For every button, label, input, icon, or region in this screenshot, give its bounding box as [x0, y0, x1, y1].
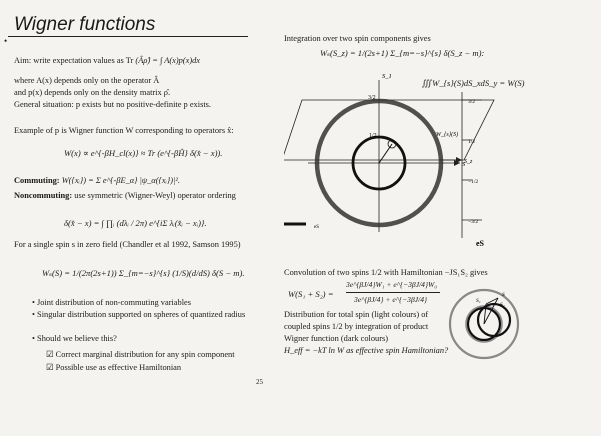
conv-numerator: 3e^{βJ/4}W₁ + e^{−3βJ/4}W₀: [346, 280, 437, 289]
noncommuting-text: use symmetric (Wigner-Weyl) operator ordering: [74, 191, 236, 200]
general-line: General situation: p exists but no positive-definite p exists.: [14, 100, 212, 109]
convolution-line: Convolution of two spins 1/2 with Hamiltonian −JS₁S₂ gives: [284, 268, 488, 277]
label-s: S: [462, 161, 466, 168]
coupled-spin-figure: [448, 284, 522, 364]
conv-denominator: 3e^{βJ/4} + e^{−3βJ/4}: [354, 295, 428, 304]
sz-label: S_z: [464, 159, 473, 165]
tick-label-1-2: 1/2: [468, 139, 476, 145]
delta-eq: δ(x̂ − x) = ∫ ∏ᵢ (dλᵢ / 2π) e^{iΣ λᵢ(x̂ᵢ − xᵢ)}.: [64, 218, 207, 228]
sz-arrow: [456, 157, 462, 163]
dist-line-3: Wigner function (dark colours): [284, 334, 389, 343]
distribution-plot: [432, 88, 522, 248]
checkbox-icon: ☑: [46, 350, 54, 359]
dist-line-2: coupled spins 1/2 by integration of product: [284, 322, 429, 331]
heff-line: H_eff = −kT ln W as effective spin Hamiltonian?: [284, 346, 449, 355]
integration-line: Integration over two spin components gives: [284, 34, 431, 43]
example-line: Example of p is Wigner function W corresponding to operators x̂:: [14, 126, 234, 135]
aim-text: Aim: write expectation values as Tr: [14, 56, 134, 65]
commuting-label: Commuting:: [14, 176, 60, 185]
noncommuting-label: Noncommuting:: [14, 191, 73, 200]
conv-lhs: W(S₁ + S₂) =: [288, 289, 334, 299]
commuting-eq: W({xᵢ}) = Σ e^{-βE_α} |ψ_α({xᵢ})|².: [61, 176, 180, 185]
label-es-small: eS: [314, 225, 319, 230]
commuting-line: [14, 176, 180, 185]
s1-small: S₁: [476, 298, 481, 304]
spin-line: For a single spin s in zero field (Chandler et al 1992, Samson 1995): [14, 240, 241, 249]
checkbox-icon: ☑: [46, 363, 54, 372]
wsz-eq: Wₛ(S_z) = 1/(2s+1) Σ_{m=−s}^{s} δ(S_z − m):: [320, 48, 485, 58]
bullet-icon: •: [32, 310, 35, 319]
s2-small: S₂: [500, 302, 505, 308]
where-line: where A(x) depends only on the operator Â: [14, 76, 160, 85]
ws-label: W_{s}(S): [436, 132, 459, 138]
wigner-eq: W(x) ∝ e^{-βH_cl(x)} ≈ Tr (e^{-βĤ} δ(x̂ − x)).: [64, 148, 223, 158]
tick-label-m3-2: −3/2: [468, 219, 479, 225]
tick-label-3-2: 3/2: [468, 99, 476, 105]
bullet-2: • Singular distribution supported on spheres of quantized radius: [32, 310, 246, 319]
label-s1: S_1: [382, 73, 392, 80]
ws-eq: Wₛ(S) = 1/(2π(2s+1)) Σ_{m=−s}^{s} (1/S)(d/dS) δ(S − m).: [42, 268, 245, 278]
label-1-2: 1/2: [369, 133, 377, 139]
aim-formula: (Âρ̂) = ∫ A(x)p(x)dx: [135, 56, 201, 65]
margin-dot: •: [4, 36, 8, 46]
noncommuting-line: [14, 191, 236, 200]
es-label: eS: [476, 239, 484, 248]
check-2: ☑ Possible use as effective Hamiltonian: [46, 363, 182, 372]
s-small: S: [502, 292, 505, 298]
dist-line-1: Distribution for total spin (light colours) of: [284, 310, 429, 319]
page-title: Wigner functions: [14, 14, 156, 35]
tick-label-m1-2: −1/2: [468, 179, 479, 185]
question-line: • Should we believe this?: [32, 334, 117, 343]
conv-fraction-bar: [346, 292, 440, 293]
bullet-icon: •: [32, 298, 35, 307]
and-line: and p(x) depends only on the density matrix ρ̂.: [14, 88, 171, 97]
page-number: 25: [256, 378, 263, 386]
label-3-2: 3/2: [368, 95, 376, 101]
check-1: ☑ Correct marginal distribution for any spin component: [46, 350, 235, 359]
integral-label: ∭W_{s}(S)dS_xdS_y = W(S): [422, 78, 525, 88]
bullet-1: • Joint distribution of non-commuting variables: [32, 298, 192, 307]
title-underline: [8, 36, 248, 37]
aim-line: [14, 56, 200, 65]
bullet-icon: •: [32, 334, 35, 343]
